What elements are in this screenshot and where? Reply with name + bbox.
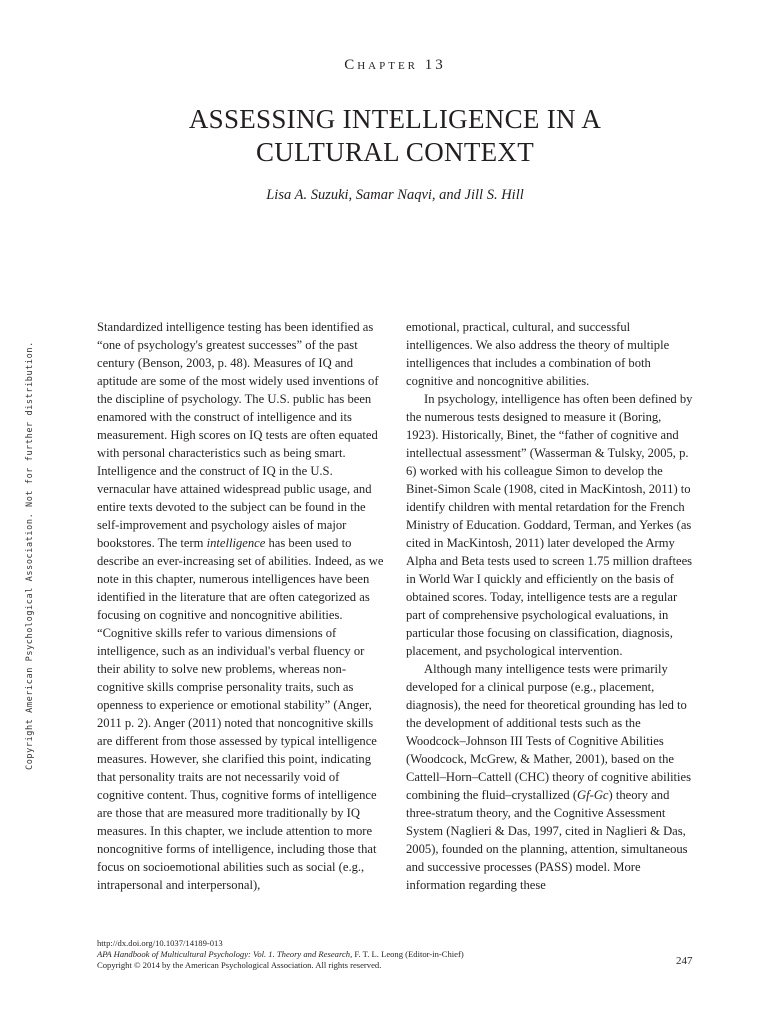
- right-column: [406, 318, 696, 894]
- text-run: ) theory and three-stratum theory, and the Cognitive Assessment System (Naglieri & Das, 1997, cited in Naglieri & Das, 2005), founded on the planning, attention, simultaneous and successive processes (PASS) model. More information regarding these: [406, 788, 688, 892]
- citation-line: [97, 949, 657, 960]
- copyright-line: Copyright © 2014 by the American Psychological Association. All rights reserved.: [97, 960, 382, 970]
- right-paragraph-3: [406, 660, 696, 894]
- author-list: Lisa A. Suzuki, Samar Naqvi, and Jill S. Hill: [266, 187, 524, 203]
- copyright-sidebar-notice: Copyright American Psychological Association. Not for further distribution.: [25, 341, 35, 770]
- chapter-title-line-2: CULTURAL CONTEXT: [255, 137, 535, 167]
- right-paragraph-2: In psychology, intelligence has often been defined by the numerous tests designed to measure it (Boring, 1923). Historically, Binet, the “father of cognitive and intellectual assessment” (Wasserman & Tulsky, 2005, p. 6) worked with his colleague Simon to develop the Binet-Simon Scale (1908, cited in MacKintosh, 2011) to identify children with mental retardation for the French Ministry of Education. Goddard, Terman, and Yerkes (as cited in MacKintosh, 2011) later developed the Army Alpha and Beta tests used to screen 1.75 million draftees in World War I quickly and efficiently on the basis of obtained scores. Today, intelligence tests are a regular part of comprehensive psychological evaluations, in particular those focusing on classification, diagnosis, placement, and psychological intervention.: [406, 392, 693, 658]
- chapter-title-line-1: ASSESSING INTELLIGENCE IN A: [188, 104, 602, 134]
- text-run: Although many intelligence tests were primarily developed for a clinical purpose (e.g., placement, diagnosis), the need for theoretical grounding has led to the development of additional tests such as the Woodcock–Johnson III Tests of Cognitive Abilities (Woodcock, McGrew, & Mather, 2001), based on the Cattell–Horn–Cattell (CHC) theory of cognitive abilities combining the fluid–crystallized (: [406, 662, 692, 802]
- right-paragraph-1: emotional, practical, cultural, and successful intelligences. We also address the theory of multiple intelligences that includes a combination of both cognitive and noncognitive abilities.: [406, 320, 670, 388]
- text-run: has been used to describe an ever-increasing set of abilities. Indeed, as we note in this chapter, numerous intelligences have been identified in the literature that are often categorized as focusing on cognitive and noncognitive abilities. “Cognitive skills refer to various dimensions of intelligence, such as an individual's verbal fluency or their ability to solve new problems, whereas non-cognitive skills comprise personality traits, such as openness to experience or emotional stability” (Anger, 2011 p. 2). Anger (2011) noted that noncognitive skills are different from those assessed by typical intelligence measures. However, she clarified this point, indicating that personality traits are not necessarily void of cognitive content. Thus, cognitive forms of intelligence are those that are measured more traditionally by IQ measures. In this chapter, we include attention to more noncognitive forms of intelligence, including those that focus on socioemotional abilities such as social (e.g., intrapersonal and interpersonal),: [97, 536, 384, 892]
- left-paragraph-1: [97, 318, 387, 894]
- chapter-title: [0, 103, 768, 169]
- handbook-title: APA Handbook of Multicultural Psychology: Vol. 1. Theory and Research,: [97, 949, 353, 959]
- left-column: [97, 318, 387, 894]
- chapter-label: Chapter 13: [344, 57, 446, 73]
- italic-term: Gf-Gc: [577, 788, 609, 802]
- text-run: Standardized intelligence testing has been identified as “one of psychology's greatest successes” of the past century (Benson, 2003, p. 48). Measures of IQ and aptitude are some of the most widely used inventions of the discipline of psychology. The U.S. public has been enamored with the construct of intelligence and its measurement. High scores on IQ tests are often equated with personal characteristics such as being smart. Intelligence and the construct of IQ in the U.S. vernacular have attained widespread public usage, and entire texts devoted to the subject can be found in the self-improvement and psychology aisles of major bookstores. The term: [97, 320, 379, 550]
- page-footer: [97, 938, 657, 971]
- editor-text: F. T. L. Leong (Editor-in-Chief): [352, 949, 464, 959]
- italic-term: intelligence: [206, 536, 266, 550]
- page-number: 247: [676, 955, 693, 967]
- doi-link[interactable]: http://dx.doi.org/10.1037/14189-013: [97, 938, 223, 948]
